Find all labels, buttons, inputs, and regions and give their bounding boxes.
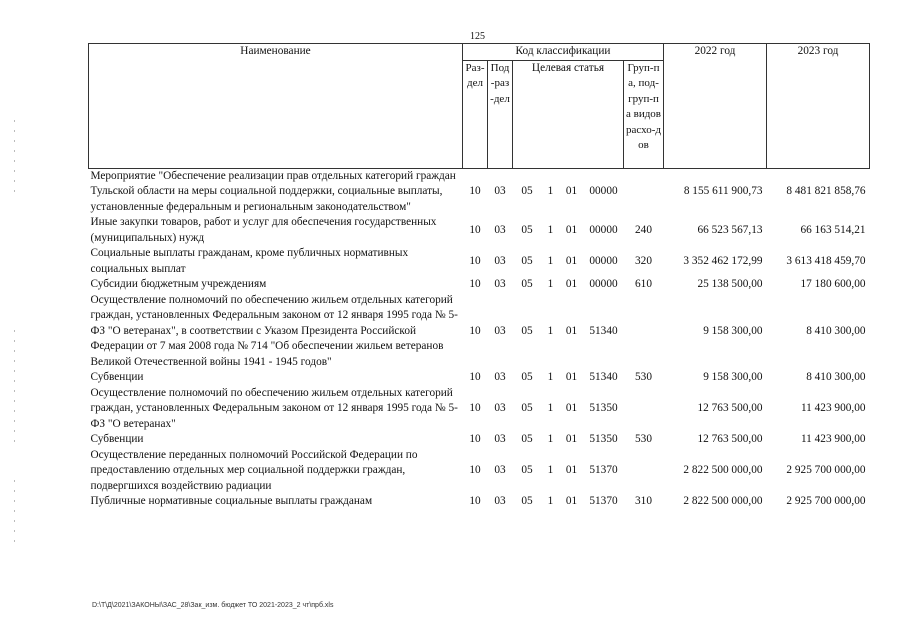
razdel-cell: 10: [469, 324, 481, 337]
row-name-cell: Осуществление полномочий по обеспечению жильем отдельных категорий граждан, установленных Федеральным законом от 12 января 1995 года № 5-ФЗ "О ветеранах": [90, 386, 458, 430]
column-header-2023: 2023 год: [767, 44, 870, 61]
podrazdel-cell: 03: [494, 402, 506, 414]
column-header-classification: Код классификации: [463, 44, 664, 61]
target-subprogram-cell: 1: [547, 324, 554, 337]
amount-2022-cell: 2 822 500 000,00: [683, 495, 763, 507]
target-program-cell: 05: [521, 495, 533, 507]
expense-group-cell: 320: [635, 254, 652, 267]
target-direction-cell: 51340: [589, 371, 618, 383]
razdel-cell: 10: [469, 185, 481, 197]
table-row: [89, 293, 870, 371]
target-program-cell: 05: [521, 185, 533, 197]
razdel-cell: 10: [469, 278, 481, 290]
expense-group-cell: [624, 386, 664, 433]
razdel-cell: 10: [469, 402, 481, 414]
margin-scan-mark: [14, 330, 15, 450]
amount-2022-cell: 66 523 567,13: [697, 223, 763, 236]
table-row: [89, 432, 870, 448]
amount-2022-cell: 9 158 300,00: [703, 324, 763, 337]
target-program-cell: 05: [521, 254, 533, 267]
row-name-cell: Публичные нормативные социальные выплаты гражданам: [90, 495, 373, 507]
amount-2022-cell: 9 158 300,00: [703, 371, 763, 383]
target-subprogram-cell: 1: [547, 433, 554, 445]
amount-2023-cell: 8 410 300,00: [806, 371, 866, 383]
row-name-cell: Социальные выплаты гражданам, кроме публичных нормативных социальных выплат: [90, 247, 409, 275]
amount-2023-cell: 3 613 418 459,70: [786, 254, 866, 267]
expense-group-cell: 530: [635, 371, 652, 383]
target-event-cell: 01: [565, 464, 578, 476]
table-row: [89, 215, 870, 246]
table-row: [89, 370, 870, 386]
target-subprogram-cell: 1: [547, 223, 554, 236]
target-subprogram-cell: 1: [547, 254, 554, 267]
amount-2022-cell: 3 352 462 172,99: [683, 254, 763, 267]
expense-group-cell: 530: [635, 433, 652, 445]
row-name-cell: Субсидии бюджетным учреждениям: [90, 278, 267, 290]
margin-scan-mark: [14, 480, 15, 550]
amount-2023-cell: 8 481 821 858,76: [786, 185, 866, 197]
column-header-expense-group: Груп-па, под-груп-па видов расхо-дов: [624, 60, 664, 168]
expense-group-cell: 610: [635, 278, 652, 290]
target-subprogram-cell: 1: [547, 371, 554, 383]
expense-group-cell: 240: [635, 223, 652, 236]
target-event-cell: 01: [565, 254, 578, 267]
page-number: 125: [470, 31, 485, 42]
target-subprogram-cell: 1: [547, 402, 554, 414]
target-program-cell: 05: [521, 464, 533, 476]
amount-2023-cell: 66 163 514,21: [800, 223, 866, 236]
target-direction-cell: 00000: [589, 223, 618, 236]
row-name-cell: Иные закупки товаров, работ и услуг для обеспечения государственных (муниципальных) нужд: [90, 216, 437, 244]
column-header-2022: 2022 год: [664, 44, 767, 61]
column-header-name-cont: [89, 60, 463, 168]
amount-2022-cell: 12 763 500,00: [697, 402, 763, 414]
razdel-cell: 10: [469, 495, 481, 507]
target-event-cell: 01: [565, 223, 578, 236]
row-name-cell: Мероприятие "Обеспечение реализации прав отдельных категорий граждан Тульской области на меры социальной поддержки, социальные выплаты, установленные федеральным и региональным законодательством": [90, 169, 456, 213]
column-header-2023-cont: [767, 60, 870, 168]
target-event-cell: 01: [565, 371, 578, 383]
podrazdel-cell: 03: [494, 324, 506, 337]
podrazdel-cell: 03: [494, 278, 506, 290]
target-direction-cell: 00000: [589, 185, 618, 197]
target-event-cell: 01: [565, 495, 578, 507]
table-row: [89, 277, 870, 293]
table-body: [89, 168, 870, 510]
table-row: [89, 448, 870, 495]
target-program-cell: 05: [521, 433, 533, 445]
row-name-cell: Субвенции: [90, 433, 144, 445]
target-program-cell: 05: [521, 324, 533, 337]
target-event-cell: 01: [565, 324, 578, 337]
amount-2023-cell: 8 410 300,00: [806, 324, 866, 337]
expense-group-cell: [624, 293, 664, 371]
target-program-cell: 05: [521, 371, 533, 383]
target-program-cell: 05: [521, 223, 533, 236]
footer-file-path: D:\Т\Д\2021\ЗАКОНЫ\ЗАС_28\Зак_изм. бюджет ТО 2021-2023_2 чт\прб.xls: [92, 602, 334, 609]
expense-group-cell: [624, 168, 664, 215]
margin-scan-mark: [14, 120, 15, 200]
target-subprogram-cell: 1: [547, 278, 554, 290]
target-event-cell: 01: [565, 278, 578, 290]
row-name-cell: Осуществление полномочий по обеспечению жильем отдельных категорий граждан, установленных Федеральным законом от 12 января 1995 года № 5-ФЗ "О ветеранах", в соответствии с Указом Президента Российской Федерации от 7 мая 2008 года № 714 "Об обеспечении жильем ветеранов Великой Отечественной войны 1941 - 1945 годов": [90, 293, 458, 368]
target-program-cell: 05: [521, 402, 533, 414]
row-name-cell: Субвенции: [90, 371, 144, 383]
column-header-name: Наименование: [89, 44, 463, 61]
razdel-cell: 10: [469, 223, 481, 236]
table-row: [89, 168, 870, 215]
expense-group-cell: 310: [635, 495, 652, 507]
podrazdel-cell: 03: [494, 495, 506, 507]
podrazdel-cell: 03: [494, 433, 506, 445]
podrazdel-cell: 03: [494, 185, 506, 197]
budget-table: [88, 43, 870, 510]
target-subprogram-cell: 1: [547, 495, 554, 507]
amount-2023-cell: 2 925 700 000,00: [786, 495, 866, 507]
amount-2022-cell: 25 138 500,00: [697, 278, 763, 290]
column-header-podrazdel: Под-раз-дел: [488, 60, 513, 168]
expense-group-cell: [624, 448, 664, 495]
amount-2023-cell: 11 423 900,00: [800, 402, 866, 414]
razdel-cell: 10: [469, 254, 481, 267]
amount-2023-cell: 11 423 900,00: [800, 433, 866, 445]
podrazdel-cell: 03: [494, 254, 506, 267]
column-header-2022-cont: [664, 60, 767, 168]
target-direction-cell: 51350: [589, 433, 618, 445]
row-name-cell: Осуществление переданных полномочий Российской Федерации по предоставлению отдельных мер социальной поддержки граждан, подвергшихся воздействию радиации: [90, 448, 418, 492]
table-row: [89, 494, 870, 510]
target-direction-cell: 51370: [589, 495, 618, 507]
razdel-cell: 10: [469, 371, 481, 383]
razdel-cell: 10: [469, 464, 481, 476]
column-header-target-article: Целевая статья: [513, 60, 624, 168]
target-direction-cell: 51370: [589, 464, 618, 476]
target-direction-cell: 00000: [589, 278, 618, 290]
column-header-razdel: Раз-дел: [463, 60, 488, 168]
target-direction-cell: 51340: [589, 324, 618, 337]
podrazdel-cell: 03: [494, 223, 506, 236]
target-subprogram-cell: 1: [547, 464, 554, 476]
target-direction-cell: 00000: [589, 254, 618, 267]
target-event-cell: 01: [565, 185, 578, 197]
amount-2023-cell: 2 925 700 000,00: [786, 464, 866, 476]
amount-2022-cell: 8 155 611 900,73: [683, 185, 763, 197]
amount-2023-cell: 17 180 600,00: [800, 278, 866, 290]
target-program-cell: 05: [521, 278, 533, 290]
table-row: [89, 246, 870, 277]
razdel-cell: 10: [469, 433, 481, 445]
target-subprogram-cell: 1: [547, 185, 554, 197]
podrazdel-cell: 03: [494, 464, 506, 476]
target-event-cell: 01: [565, 433, 578, 445]
amount-2022-cell: 2 822 500 000,00: [683, 464, 763, 476]
target-event-cell: 01: [565, 402, 578, 414]
target-direction-cell: 51350: [589, 402, 618, 414]
amount-2022-cell: 12 763 500,00: [697, 433, 763, 445]
podrazdel-cell: 03: [494, 371, 506, 383]
table-row: [89, 386, 870, 433]
